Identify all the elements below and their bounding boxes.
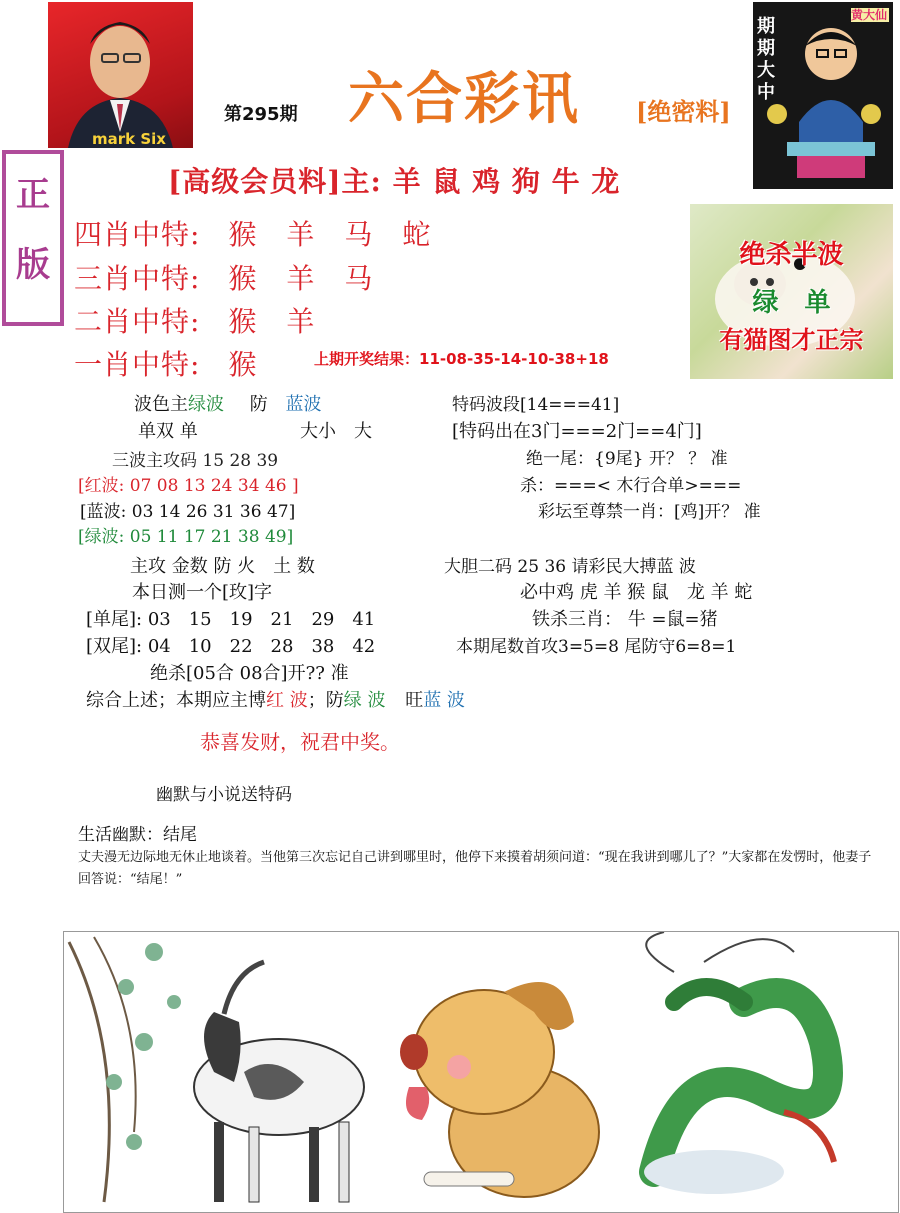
pick-row (74, 300, 315, 340)
summary-red: 红 波 (266, 690, 308, 711)
summary-prefix: 综合上述；本期应主博 (86, 690, 266, 711)
attack-line: 主攻 金数 防 火 土 数 (130, 556, 315, 577)
pick-label: 三肖中特: (74, 262, 201, 295)
zodiac-artwork (63, 931, 899, 1213)
kill-line: 绝杀[05合 08合]开?? 准 (150, 663, 349, 684)
host-photo (48, 2, 193, 148)
pick-label: 二肖中特: (74, 305, 201, 338)
goat-illustration (69, 937, 364, 1202)
pick-label: 四肖中特: (74, 218, 201, 251)
stamp-char-1: 正 (16, 175, 50, 215)
blue-wave: [蓝波: 03 14 26 31 36 47] (80, 502, 296, 522)
big-small: 大小 大 (300, 421, 372, 442)
summary-wang: 旺 (405, 690, 424, 711)
photo-brand: mark Six (92, 130, 166, 148)
humor-body: 丈夫漫无边际地无休止地谈着。当他第三次忘记自己讲到哪里时，他停下来摸着胡须问道：“现在我讲到哪儿了？”大家都在发愣时，他妻子回答说：“结尾！” (78, 850, 872, 887)
red-wave: [红波: 07 08 13 24 34 46 ] (78, 476, 299, 496)
summary-line (86, 686, 465, 712)
humor-title: 生活幽默：结尾 (78, 825, 197, 845)
last-draw-result: 上期开奖结果：11-08-35-14-10-38+18 (314, 350, 609, 368)
summary-mid: ；防 (307, 690, 344, 711)
wave-guard-prefix: 防 (249, 394, 268, 415)
pick-zodiacs: 猴 羊 马 (228, 262, 374, 295)
mascot-badge (753, 2, 893, 189)
green-wave: [绿波: 05 11 17 21 38 49] (78, 527, 294, 547)
congrats: 恭喜发财，祝君中奖。 (200, 730, 400, 754)
pick-zodiacs: 猴 羊 (228, 305, 316, 338)
double-tail: [双尾]: 04 10 22 28 38 42 (86, 636, 376, 657)
pick-row (74, 343, 257, 383)
humor-heading: 幽默与小说送特码 (156, 785, 292, 805)
page-subtitle: [绝密料] (636, 97, 731, 126)
stamp-char-2: 版 (16, 245, 50, 285)
page-title: 六合彩讯 (348, 66, 580, 132)
cat-banner (690, 204, 893, 379)
issue-number: 第295期 (224, 104, 298, 125)
pick-row (74, 257, 373, 297)
pick-row (74, 213, 431, 253)
char-test: 本日测一个[玫]字 (132, 582, 273, 603)
summary-green: 绿 波 (343, 690, 386, 711)
dragon-illustration (644, 932, 834, 1194)
pick-zodiacs: 猴 羊 马 蛇 (228, 218, 432, 251)
single-tail: [单尾]: 03 15 19 21 29 41 (86, 609, 376, 630)
wave-main-prefix: 波色主 (134, 394, 188, 415)
forbidden-zodiac: 彩坛至尊禁一肖：[鸡]开？ 准 (538, 502, 761, 522)
cat-line-3: 有猫图才正宗 (719, 325, 864, 354)
iron-kill: 铁杀三肖： 牛 =鼠=猪 (532, 609, 718, 630)
dog-illustration (400, 982, 599, 1197)
special-range: 特码波段[14===41] (452, 395, 620, 415)
badge-text: 期期大中 (757, 16, 775, 103)
kill-element: 杀：===< 木行合单>=== (520, 476, 742, 496)
pick-label: 一肖中特: (74, 348, 201, 381)
must-hit: 必中鸡 虎 羊 猴 鼠 龙 羊 蛇 (520, 582, 753, 603)
vip-picks: [高级会员料]主: 羊 鼠 鸡 狗 牛 龙 (168, 165, 621, 198)
wave-main-line (134, 390, 321, 416)
cat-line-2: 绿 单 (752, 288, 831, 318)
gates: [特码出在3门===2门==4门] (452, 421, 702, 442)
cat-line-1: 绝杀半波 (739, 240, 844, 270)
summary-blue: 蓝 波 (423, 690, 465, 711)
tail-pick: 绝一尾：{9尾} 开？ ？ 准 (526, 449, 728, 469)
three-wave: 三波主攻码 15 28 39 (112, 451, 279, 471)
bold-two: 大胆二码 25 36 请彩民大搏蓝 波 (444, 557, 696, 577)
wave-guard-value: 蓝波 (285, 394, 322, 415)
pick-zodiacs: 猴 (228, 348, 258, 381)
badge-corner-text: 黄大仙 (851, 8, 888, 22)
odd-even: 单双 单 (138, 421, 198, 442)
wave-main-value: 绿波 (188, 394, 224, 415)
tail-attack: 本期尾数首攻3=5=8 尾防守6=8=1 (456, 637, 737, 657)
authentic-stamp (2, 150, 64, 326)
